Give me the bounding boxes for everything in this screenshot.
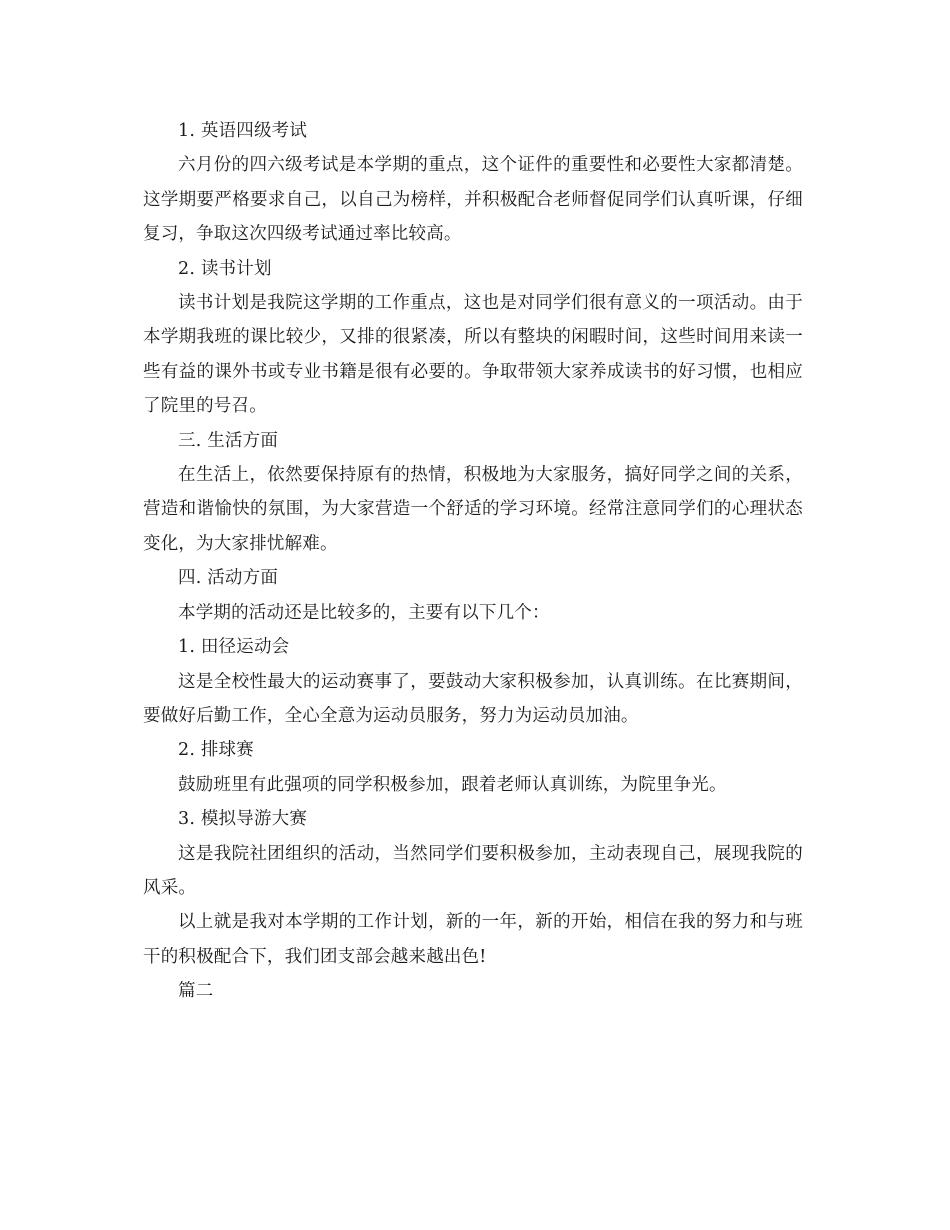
heading-track-meet: 1. 田径运动会 [178,637,290,658]
paragraph-cet4: 六月份的四六级考试是本学期的重点，这个证件的重要性和必要性大家都清楚。这学期要严格要求自己，以自己为榜样，并积极配合老师督促同学们认真听课，仔细复习，争取这次四级考试通过率比较高。 [143,155,803,245]
heading-english-cet4: 1. 英语四级考试 [178,121,308,141]
paragraph-volleyball: 鼓励班里有此强项的同学积极参加，跟着老师认真训练，为院里争光。 [178,774,727,795]
heading-reading-plan: 2. 读书计划 [178,258,272,279]
paragraph-reading-plan: 读书计划是我院这学期的工作重点，这也是对同学们很有意义的一项活动。由于本学期我班的课比较少，又排的很紧凑，所以有整块的闲暇时间，这些时间用来读一些有益的课外书或专业书籍是很有必要的。争取带领大家养成读书的好习惯，也相应了院里的号召。 [143,293,803,417]
paragraph-track-meet: 这是全校性最大的运动赛事了，要鼓动大家积极参加，认真训练。在比赛期间，要做好后勤工作，全心全意为运动员服务，努力为运动员加油。 [143,671,803,726]
paragraph-tour-guide-contest: 这是我院社团组织的活动，当然同学们要积极参加，主动表现自己，展现我院的风采。 [143,843,803,898]
heading-volleyball: 2. 排球赛 [178,740,254,761]
heading-activities: 四. 活动方面 [178,568,279,589]
heading-tour-guide-contest: 3. 模拟导游大赛 [178,809,308,830]
heading-life: 三. 生活方面 [178,430,279,451]
heading-part-two: 篇二 [178,981,214,1002]
paragraph-activities-intro: 本学期的活动还是比较多的，主要有以下几个： [178,602,550,623]
paragraph-life: 在生活上，依然要保持原有的热情，积极地为大家服务，搞好同学之间的关系，营造和谐愉快的氛围，为大家营造一个舒适的学习环境。经常注意同学们的心理状态变化，为大家排忧解难。 [143,465,803,554]
paragraph-conclusion: 以上就是我对本学期的工作计划，新的一年，新的开始，相信在我的努力和与班干的积极配合下，我们团支部会越来越出色! [143,912,803,967]
document-page [143,114,803,1009]
